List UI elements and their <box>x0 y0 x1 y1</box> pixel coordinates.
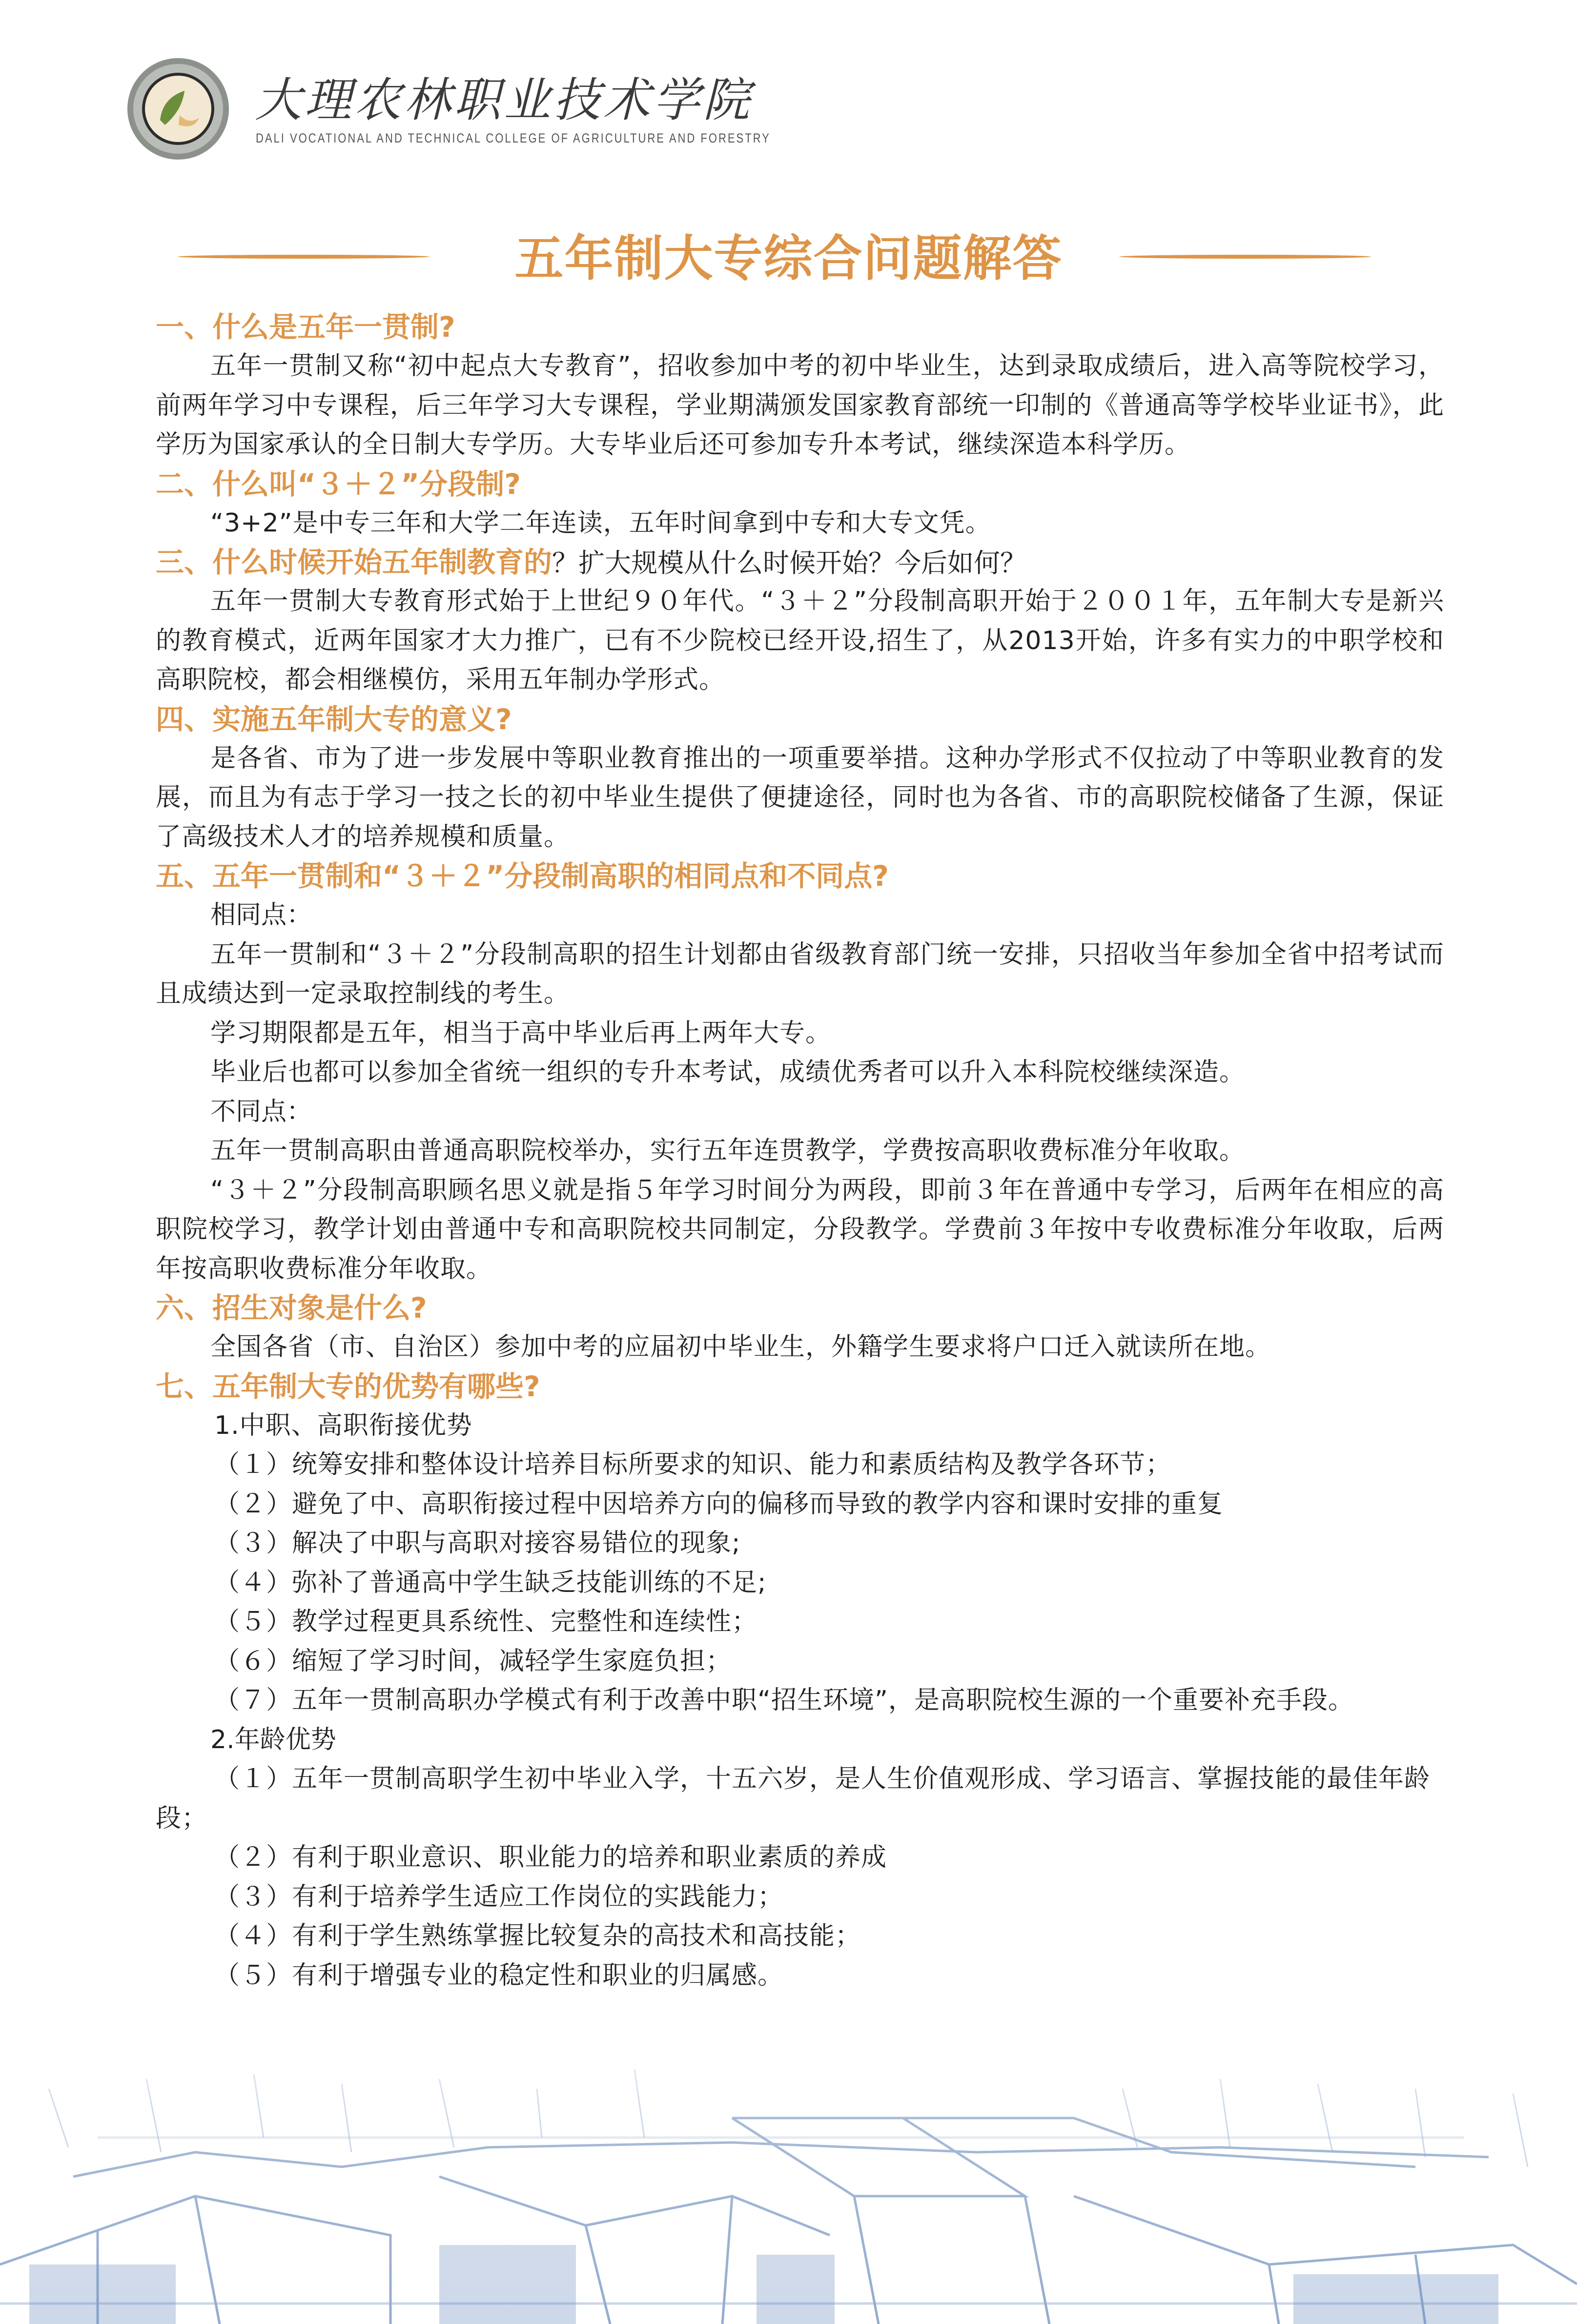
advantage-item: （４）弥补了普通高中学生缺乏技能训练的不足; <box>214 1568 767 1597</box>
advantage-item: （７）五年一贯制高职办学模式有利于改善中职“招生环境”，是高职院校生源的一个重要补充手段。 <box>214 1686 1354 1715</box>
advantage-group-title: 2.年龄优势 <box>210 1725 336 1754</box>
advantage-item: （３）有利于培养学生适应工作岗位的实践能力； <box>214 1882 784 1912</box>
advantage-item: （１）统筹安排和整体设计培养目标所要求的知识、能力和素质结构及教学各环节； <box>214 1450 1172 1479</box>
advantage-item: （３）解决了中职与高职对接容易错位的现象; <box>214 1529 741 1558</box>
section-paragraph: 五年一贯制大专教育形式始于上世纪９０年代。“３＋２”分段制高职开始于２００１年，五年制大专是新兴的教育模式，近两年国家才大力推广，已有不少院校已经开设,招生了，从2013开始，许多有实力的中职学校和高职院校，都会相继模仿，采用五年制办学形式。 <box>156 587 1444 694</box>
diff-points-label: 不同点： <box>210 1097 312 1126</box>
section-heading: 五、五年一贯制和“３＋２”分段制高职的相同点和不同点? <box>156 859 889 893</box>
same-point: 学习期限都是五年，相当于高中毕业后再上两年大专。 <box>210 1018 832 1048</box>
qa-content <box>156 307 1444 1995</box>
advantage-item: （５）教学过程更具系统性、完整性和连续性； <box>214 1607 758 1636</box>
section-paragraph: “3+2”是中专三年和大学二年连读，五年时间拿到中专和大专文凭。 <box>210 508 991 538</box>
college-name-cn: 大理农林职业技术学院 <box>255 73 753 127</box>
same-point: 五年一贯制和“３＋２”分段制高职的招生计划都由省级教育部门统一安排，只招收当年参加全省中招考试而且成绩达到一定录取控制线的考生。 <box>156 939 1444 1008</box>
section-heading-accent: 三、什么时候开始五年制教育的 <box>156 546 553 579</box>
same-point: 毕业后也都可以参加全省统一组织的专升本考试，成绩优秀者可以升入本科院校继续深造。 <box>210 1058 1246 1087</box>
college-name-en: DALI VOCATIONAL AND TECHNICAL COLLEGE OF AGRICULTURE AND FORESTRY <box>256 131 771 145</box>
diff-point: 五年一贯制高职由普通高职院校举办，实行五年连贯教学，学费按高职收费标准分年收取。 <box>210 1136 1246 1165</box>
advantage-item: （５）有利于增强专业的稳定性和职业的归属感。 <box>214 1960 784 1990</box>
advantage-item: （２）避免了中、高职衔接过程中因培养方向的偏移而导致的教学内容和课时安排的重复 <box>214 1489 1224 1519</box>
section-heading: 七、五年制大专的优势有哪些? <box>156 1369 540 1403</box>
advantage-item: （６）缩短了学习时间，减轻学生家庭负担； <box>214 1646 732 1676</box>
college-logo-emblem <box>126 57 230 161</box>
section-heading: 二、什么叫“３＋２”分段制? <box>156 467 521 501</box>
campus-sketch-illustration <box>0 1991 1577 2324</box>
section-paragraph: 全国各省（市、自治区）参加中考的应届初中毕业生，外籍学生要求将户口迁入就读所在地。 <box>210 1332 1271 1362</box>
advantage-group-title: 1.中职、高职衔接优势 <box>214 1410 472 1440</box>
section-heading: 四、实施五年制大专的意义? <box>156 702 512 736</box>
same-points-label: 相同点： <box>210 900 312 930</box>
section-paragraph: 五年一贯制又称“初中起点大专教育”，招收参加中考的初中毕业生，达到录取成绩后，进入高等院校学习，前两年学习中专课程，后三年学习大专课程，学业期满颁发国家教育部统一印制的《普通高等学校毕业证书》，此学历为国家承认的全日制大专学历。大专毕业后还可参加专升本考试，继续深造本科学历。 <box>156 351 1444 459</box>
section-heading-plain: ？扩大规模从什么时候开始？今后如何？ <box>552 548 1027 578</box>
page-title: 五年制大专综合问题解答 <box>514 230 1063 287</box>
section-heading <box>156 543 1444 582</box>
advantage-item: （２）有利于职业意识、职业能力的培养和职业素质的养成 <box>214 1843 887 1872</box>
section-heading: 一、什么是五年一贯制? <box>156 310 455 344</box>
diff-point: “３＋２”分段制高职顾名思义就是指５年学习时间分为两段，即前３年在普通中专学习，后两年在相应的高职院校学习，教学计划由普通中专和高职院校共同制定，分段教学。学费前３年按中专收费标准分年收取，后两年按高职收费标准分年收取。 <box>156 1175 1444 1284</box>
section-heading: 六、招生对象是什么? <box>156 1291 427 1325</box>
advantage-item: （４）有利于学生熟练掌握比较复杂的高技术和高技能； <box>214 1921 861 1951</box>
advantage-item: （１）五年一贯制高职学生初中毕业入学，十五六岁，是人生价值观形成、学习语言、掌握技能的最佳年龄段； <box>156 1764 1431 1833</box>
section-paragraph: 是各省、市为了进一步发展中等职业教育推出的一项重要举措。这种办学形式不仅拉动了中等职业教育的发展，而且为有志于学习一技之长的初中毕业生提供了便捷途径，同时也为各省、市的高职院校储备了生源，保证了高级技术人才的培养规模和质量。 <box>156 743 1444 852</box>
